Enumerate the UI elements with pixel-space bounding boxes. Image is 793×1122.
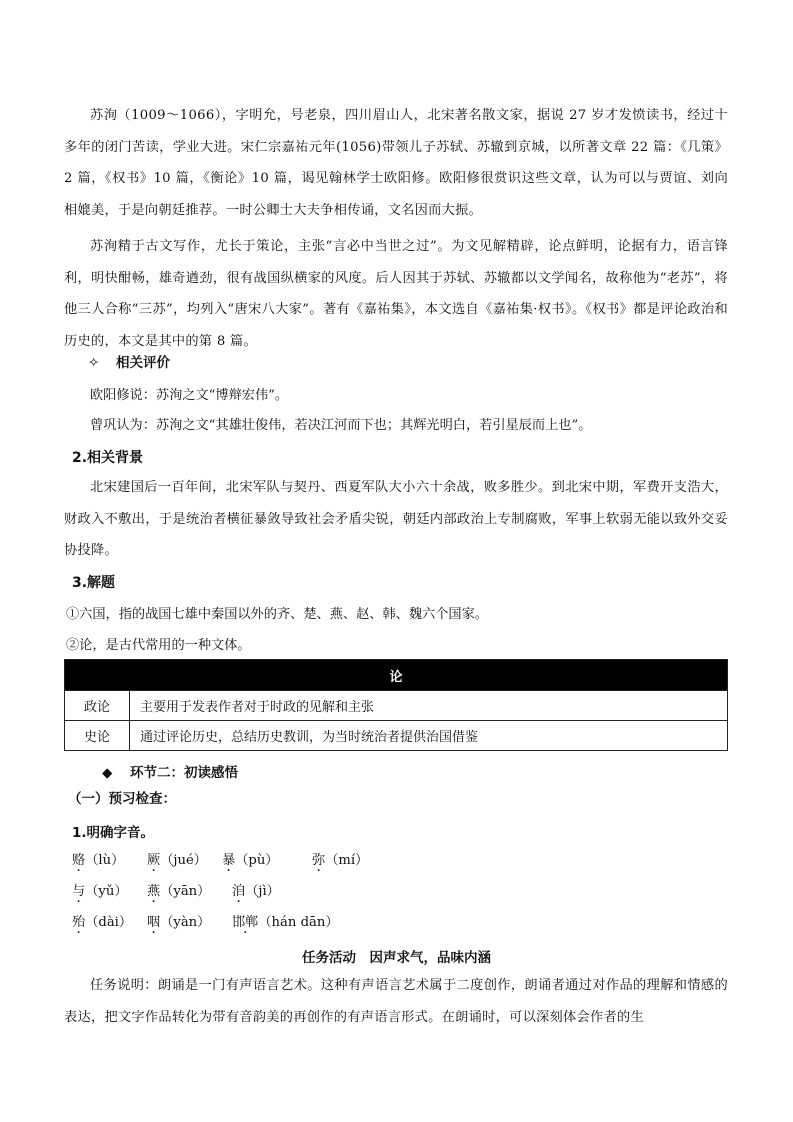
evaluation-item: 曾巩认为：苏洵之文“其雄壮俊伟，若决江河而下也；其辉光明白，若引星辰而上也”。 — [90, 418, 592, 433]
pinyin-item: 弥（mí） — [312, 853, 369, 868]
table-header-row — [65, 660, 728, 691]
evaluation-item: 欧阳修说：苏洵之文“博辩宏伟”。 — [90, 388, 289, 403]
pinyin-heading: 1.明确字音。 — [72, 825, 155, 841]
pinyin-item: 咽（yàn） — [147, 915, 211, 930]
task-title: 任务活动 因声求气，品味内涵 — [302, 950, 491, 966]
jieti-item: ①六国，指的战国七雄中秦国以外的齐、楚、燕、赵、韩、魏六个国家。 — [66, 607, 488, 622]
pinyin-item: 暴（pù） — [222, 853, 279, 868]
jieti-item: ②论，是古代常用的一种文体。 — [66, 638, 251, 653]
section2-heading — [102, 761, 238, 781]
table-row — [65, 721, 728, 751]
evaluation-heading — [88, 351, 170, 371]
table-header: 论 — [65, 660, 728, 691]
pinyin-item: 赂（lù） — [72, 853, 125, 868]
bio-paragraph-1: 苏洵（1009～1066），字明允，号老泉，四川眉山人，北宋著名散文家，据说 27 岁才发愤读书，经过十多年的闭门苦读，学业大进。宋仁宗嘉祐元年(1056)带领儿子苏轼、苏辙到京城，以所著文章 22 篇：《几策》2 篇，《权书》10 篇，《衡论》10 篇，谒见翰林学士欧阳修。欧阳修很赏识这些文章，认为可以与贾谊、刘向相媲美，于是向朝廷推荐。一时公卿士大夫争相传诵，文名因而大振。 — [64, 108, 728, 218]
table-row — [65, 691, 728, 721]
pinyin-item: 与（yǔ） — [72, 884, 128, 899]
table-value: 主要用于发表作者对于时政的见解和主张 — [130, 691, 728, 721]
pinyin-item: 燕（yān） — [147, 884, 211, 899]
section2-title: 环节二：初读感悟 — [130, 765, 238, 781]
table-value: 通过评论历史，总结历史教训，为当时统治者提供治国借鉴 — [130, 721, 728, 751]
background-paragraph: 北宋建国后一百年间，北宋军队与契丹、西夏军队大小六十余战，败多胜少。到北宋中期，军费开支浩大，财政入不敷出，于是统治者横征暴敛导致社会矛盾尖锐，朝廷内部政治上专制腐败，军事上软弱无能以致外交妥协投降。 — [64, 480, 728, 558]
preview-check-heading: （一）预习检查： — [68, 791, 176, 807]
lun-table — [64, 659, 728, 751]
jieti-heading: 3.解题 — [72, 575, 116, 591]
task-paragraph: 任务说明：朗诵是一门有声语言艺术。这种有声语言艺术属于二度创作，朗诵者通过对作品的理解和情感的表达，把文字作品转化为带有音韵美的再创作的有声语言形式。在朗诵时，可以深刻体会作者的生 — [64, 978, 728, 1025]
background-heading: 2.相关背景 — [72, 450, 144, 466]
evaluation-title: 相关评价 — [116, 355, 170, 371]
pinyin-item: 邯郸（hán dān） — [232, 915, 339, 930]
diamond-outline-icon: ✧ — [88, 355, 100, 371]
pinyin-item: 厥（jué） — [147, 853, 207, 868]
pinyin-item: 洎（jì） — [232, 884, 280, 899]
pinyin-item: 殆（dài） — [72, 915, 133, 930]
table-key: 史论 — [65, 721, 130, 751]
diamond-filled-icon: ◆ — [102, 765, 113, 781]
bio-paragraph-2: 苏洵精于古文写作，尤长于策论，主张“言必中当世之过”。为文见解精辟，论点鲜明，论据有力，语言锋利，明快酣畅，雄奇遒劲，很有战国纵横家的风度。后人因其于苏轼、苏辙都以文学闻名，故称他为“老苏”，将他三人合称“三苏”，均列入“唐宋八大家”。著有《嘉祐集》，本文选自《嘉祐集·权书》。《权书》都是评论政治和历史的，本文是其中的第 8 篇。 — [64, 239, 728, 349]
table-key: 政论 — [65, 691, 130, 721]
